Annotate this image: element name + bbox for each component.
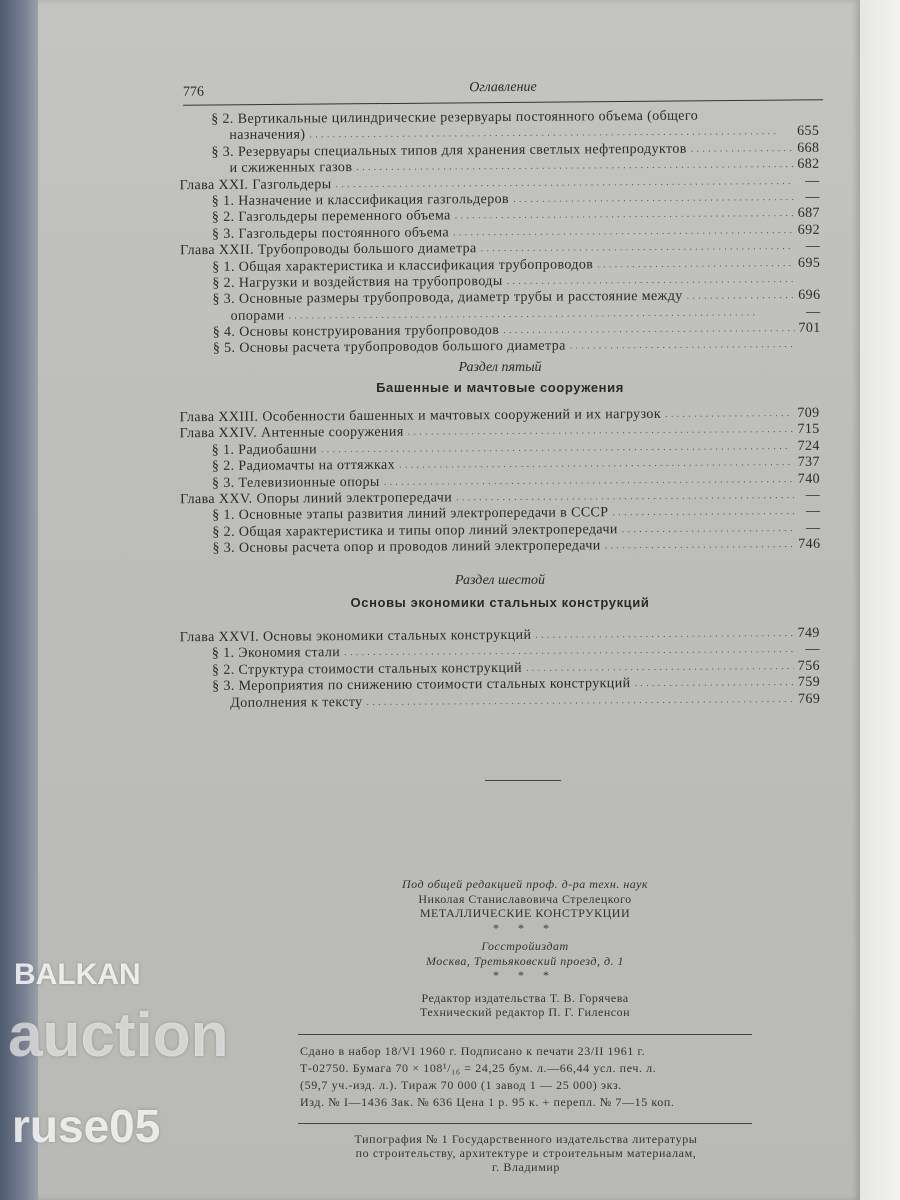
toc-entry-title: Глава XXII. Трубопроводы большого диаметра	[180, 241, 477, 259]
dot-leader	[687, 288, 795, 305]
page-number: 776	[182, 84, 205, 100]
dot-leader	[503, 321, 794, 339]
toc-entry-page: 655	[797, 124, 820, 140]
toc-entry-title: § 2. Общая характеристика и типы опор линий электропередачи	[212, 521, 618, 540]
section5-title: Башенные и мачтовые сооружения	[376, 380, 624, 395]
colophon	[300, 877, 750, 1020]
toc-entry-title: § 2. Структура стоимости стальных конструкций	[211, 660, 523, 678]
rule	[298, 1034, 752, 1035]
toc-entry-title: § 1. Экономия стали	[211, 645, 341, 662]
toc-entry-page: —	[805, 487, 821, 503]
toc-entry-title: Глава XXVI. Основы экономики стальных конструкций	[179, 627, 532, 646]
toc-entry-page: 746	[798, 536, 821, 553]
section6-title: Основы экономики стальных конструкций	[350, 595, 650, 610]
toc-entry-title: § 2. Радиомачты на оттяжках	[211, 457, 396, 475]
toc-entry-title: § 1. Общая характеристика и классификация трубопроводов	[212, 256, 594, 275]
dot-leader	[612, 504, 794, 522]
imprint-line: Т-02750. Бумага 70 × 108¹/₁₆ = 24,25 бум. л.—66,44 усл. печ. л.	[300, 1061, 657, 1075]
dot-leader	[597, 255, 794, 273]
dot-leader	[526, 659, 794, 677]
toc-entry-title: § 3. Газгольдеры постоянного объема	[211, 225, 450, 242]
rule	[298, 1123, 752, 1124]
printer-line: г. Владимир	[491, 1160, 561, 1174]
toc-entry-page: 692	[797, 222, 821, 238]
dot-leader	[513, 190, 794, 208]
toc-entry-page: 715	[797, 422, 820, 438]
imprint-line: Изд. № I—1436 Зак. № 636 Цена 1 р. 95 к. + перепл. № 7—15 коп.	[300, 1095, 675, 1109]
toc-entry-page: 687	[797, 206, 820, 222]
toc-entry-page: 709	[797, 405, 820, 421]
toc-entry-title: назначения)	[229, 127, 306, 144]
printer-line: по строительству, архитектуре и строительным материалам,	[355, 1146, 697, 1160]
printer	[300, 1132, 752, 1174]
toc-entry-title: § 2. Вертикальные цилиндрические резервуары постоянного объема (общего	[211, 108, 699, 128]
toc-entry-page: 668	[797, 140, 820, 156]
toc-entry-page: 696	[798, 288, 821, 304]
toc-entry-page: 759	[797, 674, 821, 691]
toc-entry-title: § 2. Газгольдеры переменного объема	[211, 208, 451, 226]
toc-entry-title: § 5. Основы расчета трубопроводов большого диаметра	[212, 339, 566, 357]
toc-entry-page: —	[805, 238, 821, 254]
stars-divider: * * *	[493, 920, 557, 935]
toc-block-2	[179, 406, 820, 558]
publisher: Госстройиздат	[481, 939, 569, 953]
dot-leader	[535, 626, 793, 644]
toc-entry-page	[797, 108, 819, 125]
section6-label: Раздел шестой	[455, 573, 545, 588]
watermark-balkan: BALKAN	[14, 958, 141, 991]
section5-label: Раздел пятый	[458, 360, 542, 375]
toc-entry-page: 724	[797, 438, 820, 454]
toc-entry-page: 749	[797, 625, 820, 641]
toc-entry-page: 756	[797, 658, 821, 674]
toc-entry-page: —	[805, 189, 820, 205]
editor-line: Под общей редакцией проф. д-ра техн. наук	[401, 877, 649, 891]
watermark-auction: auction	[8, 1001, 229, 1070]
watermark-ruse05: ruse05	[12, 1100, 161, 1152]
toc-entry-title: Глава XXV. Опоры линий электропередачи	[180, 490, 453, 508]
toc-entry-page: —	[806, 304, 821, 320]
background	[860, 0, 900, 1200]
printer-line: Типография № 1 Государственного издательства литературы	[354, 1132, 698, 1146]
toc-entry-title: § 4. Основы конструирования трубопроводов	[212, 323, 500, 341]
toc-entry-page: —	[805, 642, 820, 658]
address: Москва, Третьяковский проезд, д. 1	[425, 953, 625, 968]
publishing-editor: Редактор издательства Т. В. Горячева	[421, 990, 629, 1005]
toc-entry-title: § 1. Назначение и классификация газгольдеров	[211, 191, 510, 209]
book-title: МЕТАЛЛИЧЕСКИЕ КОНСТРУКЦИИ	[419, 906, 631, 920]
imprint	[300, 1043, 752, 1111]
toc-entry-page: 740	[797, 471, 821, 487]
header-title: Оглавление	[469, 79, 537, 96]
stars-divider: * * *	[493, 968, 557, 982]
toc-entry-page	[799, 337, 821, 354]
dot-leader	[634, 675, 794, 693]
imprint-line: (59,7 уч.-изд. л.). Тираж 70 000 (1 завод 1 — 25 000) экз.	[300, 1078, 622, 1092]
dot-leader	[605, 537, 795, 555]
toc-entry-page: 737	[797, 454, 820, 471]
dot-leader	[665, 406, 793, 423]
dot-leader	[507, 272, 795, 290]
toc-entry-title: Дополнения к тексту	[230, 694, 363, 711]
toc-entry-title: § 1. Основные этапы развития линий электропередачи в СССР	[212, 505, 609, 524]
toc-entry-page: —	[805, 520, 821, 536]
divider	[485, 780, 561, 781]
toc-entry-title: § 3. Мероприятия по снижению стоимости стальных конструкций	[212, 676, 631, 695]
dot-leader	[691, 141, 794, 158]
toc-block-3	[180, 626, 821, 712]
toc-entry-page: 769	[797, 691, 821, 707]
toc-entry-title: опорами	[230, 308, 285, 324]
dot-leader	[622, 521, 795, 539]
toc-entry-title: § 1. Радиобашни	[211, 442, 318, 458]
dot-leader	[366, 692, 794, 711]
toc-entry-page: —	[805, 173, 820, 189]
toc-block-1	[179, 108, 821, 358]
toc-entry-title: § 3. Телевизионные опоры	[211, 474, 380, 491]
toc-entry-title: § 3. Основные размеры трубопровода, диаметр трубы и расстояние между	[212, 289, 683, 308]
toc-entry-title: § 3. Резервуары специальных типов для хранения светлых нефтепродуктов	[211, 141, 687, 160]
toc-entry-page	[798, 272, 820, 289]
toc-entry-page: 682	[797, 156, 820, 173]
toc-entry-title: и сжиженных газов	[229, 160, 353, 177]
toc-entry-page: —	[805, 504, 821, 520]
toc-entry-title: § 3. Основы расчета опор и проводов линий электропередачи	[212, 538, 601, 557]
technical-editor: Технический редактор П. Г. Гиленсон	[419, 1005, 631, 1019]
toc-entry-title: Глава XXI. Газгольдеры	[179, 176, 332, 193]
toc-entry-title: Глава XXIII. Особенности башенных и мачтовых сооружений и их нагрузок	[179, 406, 662, 426]
imprint-line: Сдано в набор 18/VI 1960 г. Подписано к печати 23/II 1961 г.	[300, 1044, 646, 1058]
toc-entry-title: § 2. Нагрузки и воздействия на трубопроводы	[212, 273, 503, 291]
editor-name: Николая Станиславовича Стрелецкого	[418, 891, 632, 906]
toc-entry-page: 695	[797, 255, 821, 271]
toc-entry-title: Глава XXIV. Антенные сооружения	[179, 425, 404, 442]
dot-leader	[570, 337, 795, 355]
toc-entry-page: 701	[798, 320, 821, 336]
